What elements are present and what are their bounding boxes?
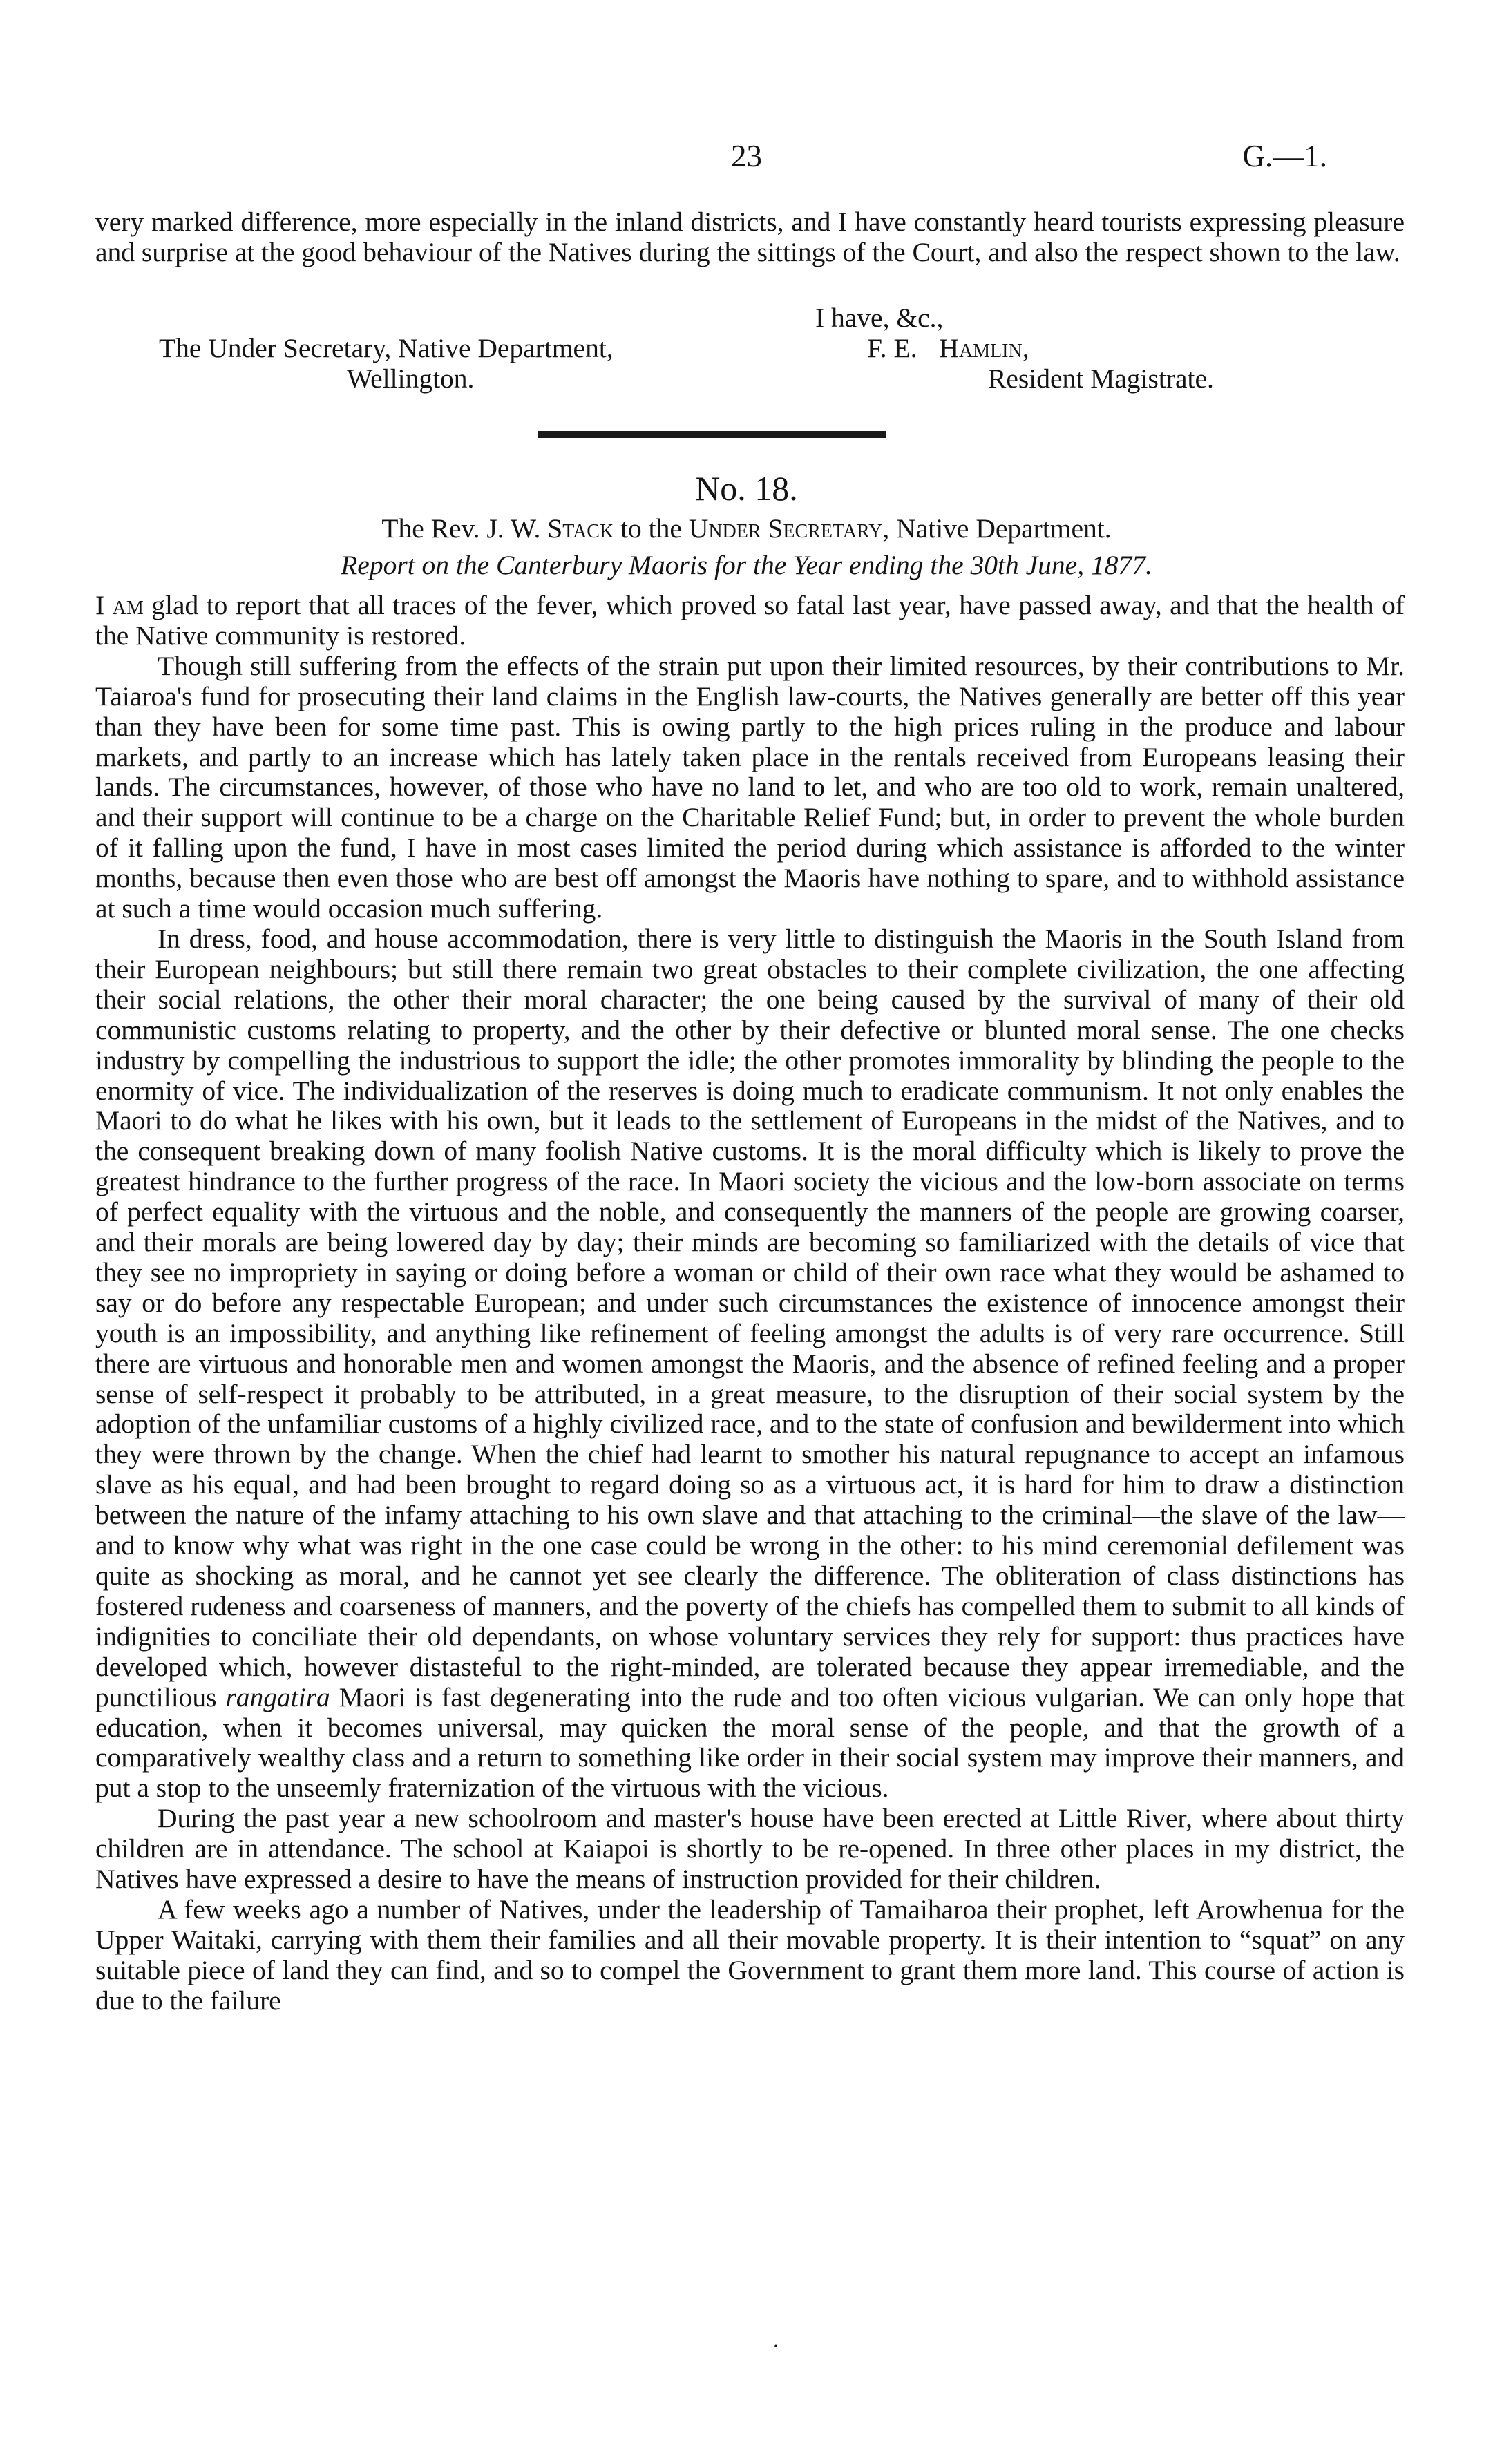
stray-mark: · xyxy=(772,2335,779,2358)
page-header xyxy=(0,138,1493,180)
paragraph-2: Though still suffering from the effects of the strain put upon their limited resources, by their contributions to Mr. Taiaroa's fund for prosecuting their land claims in the English law-courts, the Natives generally are better off this year than they have been for some time past. This is owing partly to the high prices ruling in the produce and labour markets, and partly to an increase which has lately taken place in the rentals received from Europeans leasing their lands. The circumstances, however, of those who have no land to let, and who are too old to work, remain unaltered, and their support will continue to be a charge on the Charitable Relief Fund; but, in order to prevent the whole burden of it falling upon the fund, I have in most cases limited the period during which assistance is afforded to the winter months, because then even those who are best off amongst the Maoris have nothing to spare, and to withhold assistance at such a time would occasion much suffering. xyxy=(95,650,1405,924)
paragraph-3-italic-term: rangatira xyxy=(225,1681,330,1712)
letter-from-to xyxy=(0,513,1493,544)
paragraph-4: During the past year a new schoolroom and master's house have been erected at Little River, where about thirty children are in attendance. The school at Kaiapoi is shortly to be re-opened. In three other places in my district, the Natives have expressed a desire to have the means of instruction provided for their children. xyxy=(95,1803,1405,1895)
paragraph-3-text-b: Maori is fast degenerating into the rude and too often vicious vulgarian. We can only hope that education, when it becomes universal, may quicken the moral sense of the people, and that the growth of a comparatively wealthy class and a return to something like order in their social system may improve their manners, and put a stop to the unseemly fraternization of the virtuous with the vicious. xyxy=(95,1681,1405,1804)
recipient-line-2: Wellington. xyxy=(347,363,475,394)
from-prefix: The Rev. J. W. xyxy=(381,513,541,544)
to-name: Under Secretary, xyxy=(688,513,890,544)
intro-paragraph xyxy=(95,207,1405,268)
signer-surname: Hamlin, xyxy=(939,333,1029,363)
paragraph-5: A few weeks ago a number of Natives, under the leadership of Tamaiharoa their prophet, left Arowhenua for the Upper Waitaki, carrying with them their families and all their movable property. It is their intention to “squat” on any suitable piece of land they can find, and so to compel the Government to grant them more land. This course of action is due to the failure xyxy=(95,1893,1405,2016)
salutation: I have, &c., xyxy=(815,303,944,333)
signer-initials: F. E. xyxy=(867,333,917,363)
to-word: to the xyxy=(620,513,682,544)
signer-name xyxy=(867,333,1029,363)
paragraph-1-text: glad to report that all traces of the fever, which proved so fatal last year, have passed away, and that the health of the Native community is restored. xyxy=(95,590,1405,651)
from-name: Stack xyxy=(547,513,614,544)
letter-number: No. 18. xyxy=(695,469,798,508)
paragraph-3-text-a: In dress, food, and house accommodation, there is very little to distinguish the Maoris in the South Island from their European neighbours; but still there remain two great obstacles to their complete civilization, the one affecting their social relations, the other their moral character; the one being caused by the survival of many of their old communistic customs relating to property, and the other by their defective or blunted moral sense. The one checks industry by compelling the industrious to support the idle; the other promotes immorality by blinding the people to the enormity of vice. The individualization of the reserves is doing much to eradicate communism. It not only enables the Maori to do what he likes with his own, but it leads to the settlement of Europeans in the midst of the Natives, and to the consequent breaking down of many foolish Native customs. It is the moral difficulty which is likely to prove the greatest hindrance to the further progress of the race. In Maori society the vicious and the low-born associate on terms of perfect equality with the virtuous and the noble, and consequently the manners of the people are growing coarser, and their morals are being lowered day by day; their minds are becoming so familiarized with the details of vice that they see no impropriety in saying or doing before a woman or child of their own race what they would be ashamed to say or do before any respectable European; and under such circumstances the existence of innocence amongst their youth is an impossibility, and anything like refinement of feeling amongst the adults is of very rare occurrence. Still there are virtuous and honorable men and women amongst the Maoris, and the absence of refined feeling and a proper sense of self-respect it probably to be attributed, in a great measure, to the disruption of their social system by the adoption of the unfamiliar customs of a highly civilized race, and to the state of confusion and bewilderment into which they were thrown by the change. When the chief had learnt to smother his natural repugnance to accept an infamous slave as his equal, and had been brought to regard doing so as a virtuous act, it is hard for him to draw a distinction between the nature of the infamy attaching to his own slave and that attaching to the criminal—the slave of the law—and to know why what was right in the one case could be wrong in the other: to his mind ceremonial defilement was quite as shocking as moral, and he cannot yet see clearly the difference. The obliteration of class distinctions has fostered rudeness and coarseness of manners, and the poverty of the chiefs has compelled them to submit to all kinds of indignities to conciliate their old dependants, on whose voluntary services they rely for support: thus practices have developed which, however distasteful to the right-minded, are tolerated because they appear irremediable, and the punctilious xyxy=(95,923,1405,1712)
page-number: 23 xyxy=(731,139,762,173)
report-title: Report on the Canterbury Maoris for the Year ending the 30th June, 1877. xyxy=(341,550,1152,580)
paragraph-1 xyxy=(95,591,1405,651)
recipient-line-1: The Under Secretary, Native Department, xyxy=(159,333,614,363)
intro-text: very marked difference, more especially in the inland districts, and I have constantly heard tourists expressing pleasure and surprise at the good behaviour of the Natives during the sittings of the Court, and also the respect shown to the law. xyxy=(95,207,1405,267)
section-divider xyxy=(538,431,886,438)
paragraph-3 xyxy=(95,924,1405,1804)
signer-title: Resident Magistrate. xyxy=(988,363,1214,394)
to-dept: Native Department. xyxy=(896,513,1112,544)
opening-words: I am xyxy=(95,590,144,620)
document-code: G.—1. xyxy=(1242,139,1327,173)
report-body xyxy=(95,591,1405,2016)
